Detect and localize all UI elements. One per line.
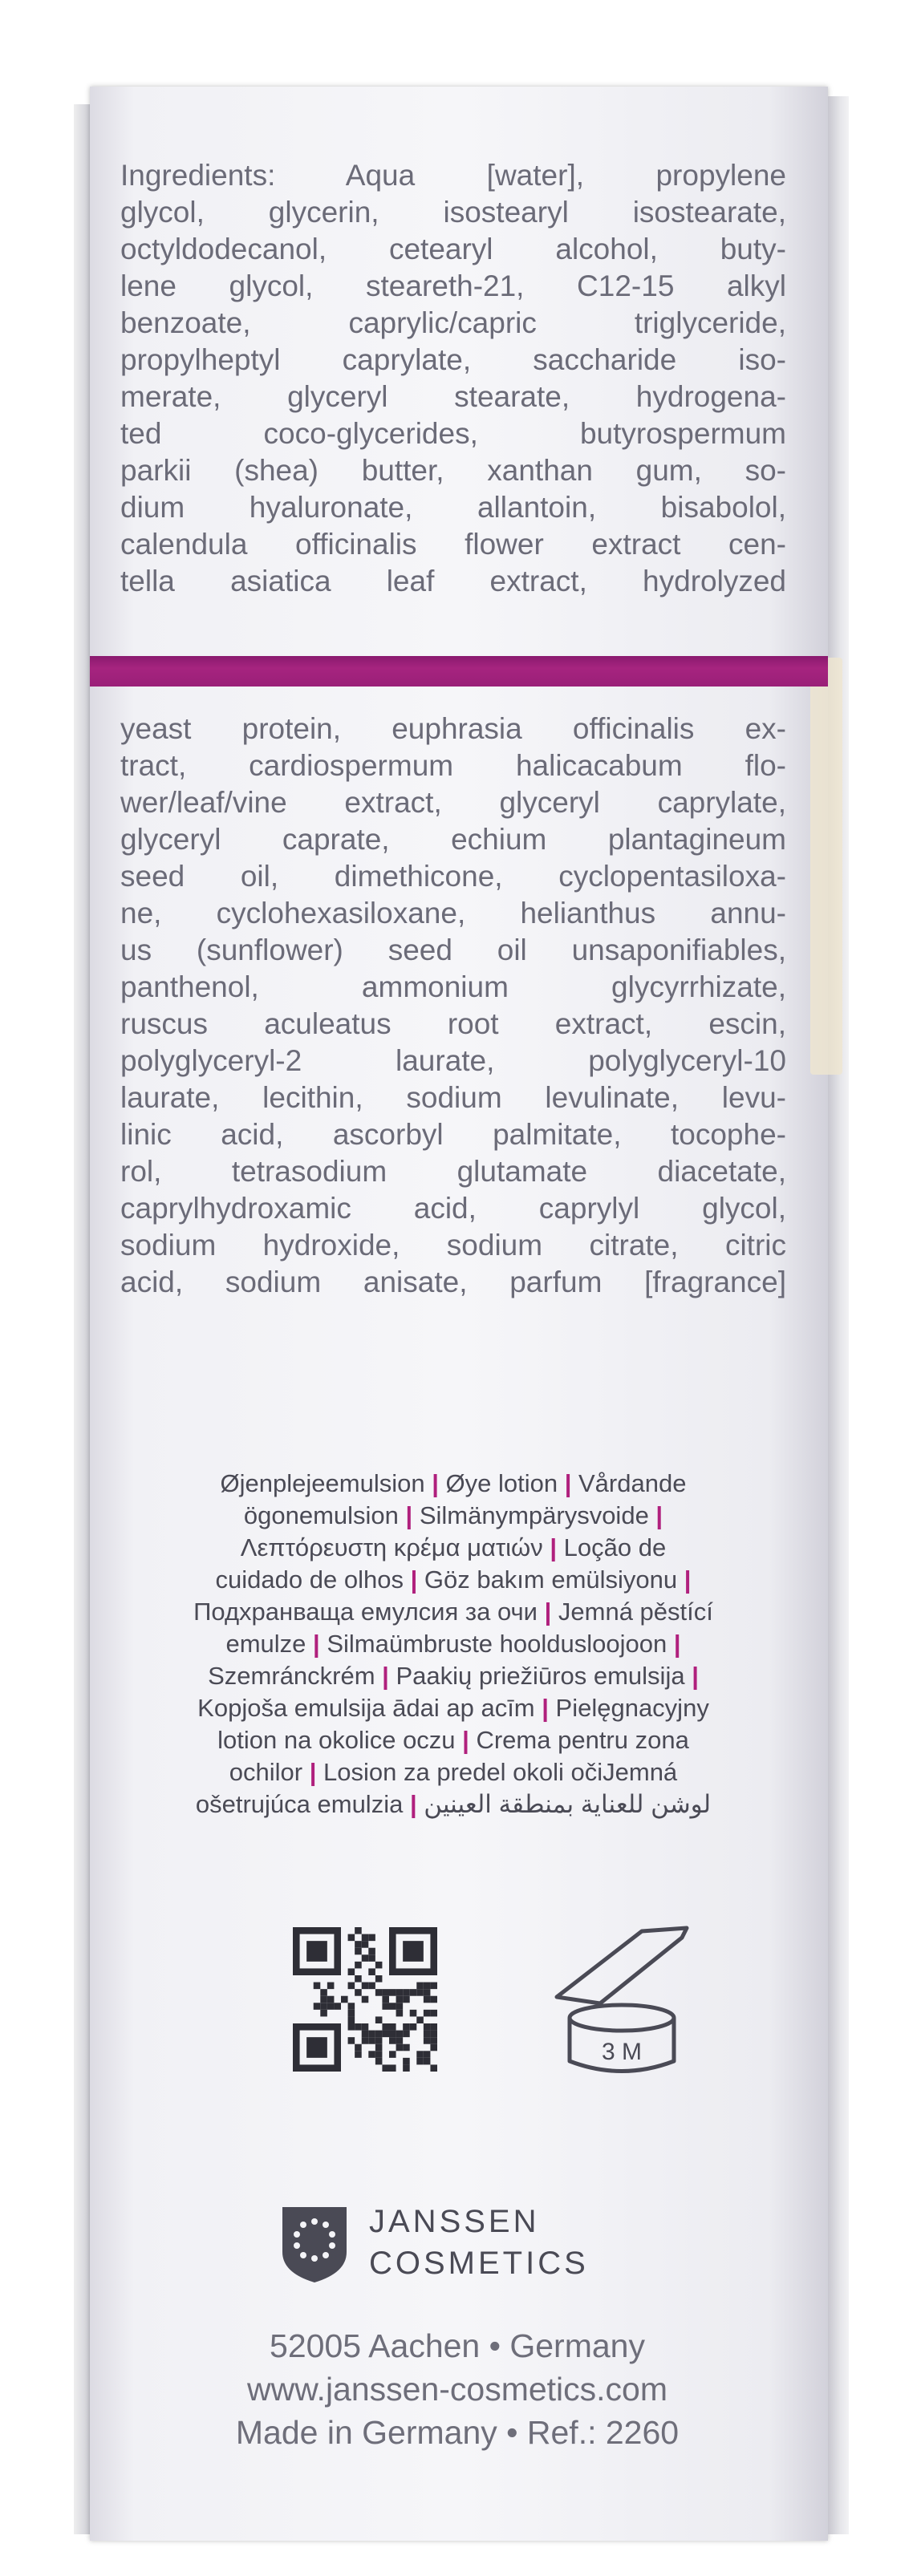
translation-text: ochilor xyxy=(229,1758,303,1786)
translation-text: emulze xyxy=(225,1630,306,1658)
translation-line xyxy=(144,1692,762,1724)
translation-line xyxy=(144,1756,762,1788)
translation-text: ošetrujúca emulzia xyxy=(195,1790,404,1818)
translation-line xyxy=(144,1532,762,1564)
separator: | xyxy=(403,1565,424,1594)
separator: | xyxy=(302,1758,324,1786)
pao-label: 3 M xyxy=(601,2039,643,2065)
translation-line xyxy=(144,1596,762,1628)
product-name-translations xyxy=(144,1468,762,1821)
ingredient-line: ruscus aculeatus root extract, escin, xyxy=(120,1007,786,1040)
translation-text: Göz bakım emülsiyonu xyxy=(424,1565,678,1594)
ingredient-line: glyceryl caprate, echium plantagineum xyxy=(120,823,786,856)
ingredient-line: dium hyaluronate, allantoin, bisabolol, xyxy=(120,491,786,524)
separator: | xyxy=(542,1533,564,1561)
translation-line xyxy=(144,1660,762,1692)
translation-text: Λεπτόρευστη κρέμα ματιών xyxy=(240,1533,543,1561)
separator: | xyxy=(684,1662,699,1690)
separator: | xyxy=(398,1501,420,1529)
open-jar-icon xyxy=(546,1917,698,2085)
ingredient-line: sodium hydroxide, sodium citrate, citric xyxy=(120,1229,786,1262)
separator: | xyxy=(455,1726,477,1754)
ingredient-line: ted coco-glycerides, butyrospermum xyxy=(120,417,786,450)
separator: | xyxy=(558,1469,578,1497)
address-website: www.janssen-cosmetics.com xyxy=(246,2371,668,2408)
translation-text: Silmänympärysvoide xyxy=(419,1501,649,1529)
translation-text: Vårdande xyxy=(578,1469,687,1497)
separator: | xyxy=(424,1469,446,1497)
brand-name xyxy=(369,2201,589,2284)
ingredient-line: glycol, glycerin, isostearyl isostearate, xyxy=(120,196,786,229)
ingredient-line: polyglyceryl-2 laurate, polyglyceryl-10 xyxy=(120,1044,786,1077)
ingredient-line: wer/leaf/vine extract, glyceryl caprylate, xyxy=(120,786,786,819)
box-left-edge xyxy=(74,104,90,2534)
translation-text: Loção de xyxy=(563,1533,667,1561)
ingredient-line: caprylhydroxamic acid, caprylyl glycol, xyxy=(120,1192,786,1225)
manufacturer-address xyxy=(120,2324,794,2454)
ingredient-line: yeast protein, euphrasia officinalis ex- xyxy=(120,712,786,745)
ingredient-line: rol, tetrasodium glutamate diacetate, xyxy=(120,1155,786,1188)
separator: | xyxy=(677,1565,692,1594)
separator: | xyxy=(375,1662,396,1690)
translation-text: Szemránckrém xyxy=(208,1662,375,1690)
ingredient-line: tract, cardiospermum halicacabum flo- xyxy=(120,749,786,782)
separator: | xyxy=(648,1501,663,1529)
separator: | xyxy=(667,1630,681,1658)
ingredient-line: calendula officinalis flower extract cen- xyxy=(120,528,786,561)
ingredient-line: merate, glyceryl stearate, hydrogena- xyxy=(120,380,786,413)
translation-text: Crema pentru zona xyxy=(476,1726,689,1754)
translation-text: Paakių priežiūros emulsija xyxy=(396,1662,685,1690)
eu-stars-logo-icon xyxy=(279,2204,350,2284)
translation-line xyxy=(144,1724,762,1756)
ingredient-line: parkii (shea) butter, xanthan gum, so- xyxy=(120,454,786,487)
translation-text: lotion na okolice oczu xyxy=(217,1726,456,1754)
ingredient-line: tella asiatica leaf extract, hydrolyzed xyxy=(120,565,786,597)
ingredient-line: seed oil, dimethicone, cyclopentasiloxa- xyxy=(120,860,786,893)
separator: | xyxy=(306,1630,327,1658)
brand-line-2: COSMETICS xyxy=(369,2246,589,2281)
translation-line xyxy=(144,1468,762,1500)
separator: | xyxy=(403,1790,424,1818)
translation-line xyxy=(144,1788,762,1821)
translation-text: Losion za predel okoli očiJemná xyxy=(323,1758,678,1786)
price-tag xyxy=(810,658,842,1075)
qr-code-icon xyxy=(293,1923,437,2076)
translation-text: لوشن للعناية بمنطقة العينين xyxy=(424,1790,712,1818)
ingredients-bottom xyxy=(120,711,786,1432)
address-city: 52005 Aachen • Germany xyxy=(270,2327,645,2364)
translation-text: Silmaümbruste hooldusloojoon xyxy=(327,1630,667,1658)
box-right-edge xyxy=(828,96,849,2534)
brand-line-1: JANSSEN xyxy=(369,2204,540,2239)
translation-text: Kopjoša emulsija ādai ap acīm xyxy=(197,1694,535,1722)
translation-line xyxy=(144,1500,762,1532)
ingredient-line: linic acid, ascorbyl palmitate, tocophe- xyxy=(120,1118,786,1151)
translation-text: Подхранваща емулсия за очи xyxy=(193,1598,538,1626)
translation-text: Jemná pěstící xyxy=(558,1598,713,1626)
magenta-stripe xyxy=(90,656,828,687)
ingredient-line: acid, sodium anisate, parfum [fragrance] xyxy=(120,1266,786,1298)
translation-text: Øjenplejeemulsion xyxy=(220,1469,425,1497)
translation-line xyxy=(144,1564,762,1596)
translation-text: ögonemulsion xyxy=(243,1501,399,1529)
translation-line xyxy=(144,1628,762,1660)
ingredient-line: Ingredients: Aqua [water], propylene xyxy=(120,159,786,192)
address-origin: Made in Germany • Ref.: 2260 xyxy=(235,2414,680,2451)
ingredient-line: propylheptyl caprylate, saccharide iso- xyxy=(120,343,786,376)
translation-text: Pielęgnacyjny xyxy=(555,1694,709,1722)
translation-text: cuidado de olhos xyxy=(215,1565,404,1594)
ingredient-line: benzoate, caprylic/capric triglyceride, xyxy=(120,306,786,339)
separator: | xyxy=(534,1694,556,1722)
ingredient-line: lene glycol, steareth-21, C12-15 alkyl xyxy=(120,269,786,302)
ingredients-top xyxy=(120,157,786,645)
ingredient-line: laurate, lecithin, sodium levulinate, levu- xyxy=(120,1081,786,1114)
separator: | xyxy=(537,1598,558,1626)
ingredient-line: ne, cyclohexasiloxane, helianthus annu- xyxy=(120,897,786,930)
ingredient-line: panthenol, ammonium glycyrrhizate, xyxy=(120,970,786,1003)
translation-text: Øye lotion xyxy=(445,1469,558,1497)
ingredient-line: us (sunflower) seed oil unsaponifiables, xyxy=(120,934,786,966)
ingredient-line: octyldodecanol, cetearyl alcohol, buty- xyxy=(120,233,786,265)
